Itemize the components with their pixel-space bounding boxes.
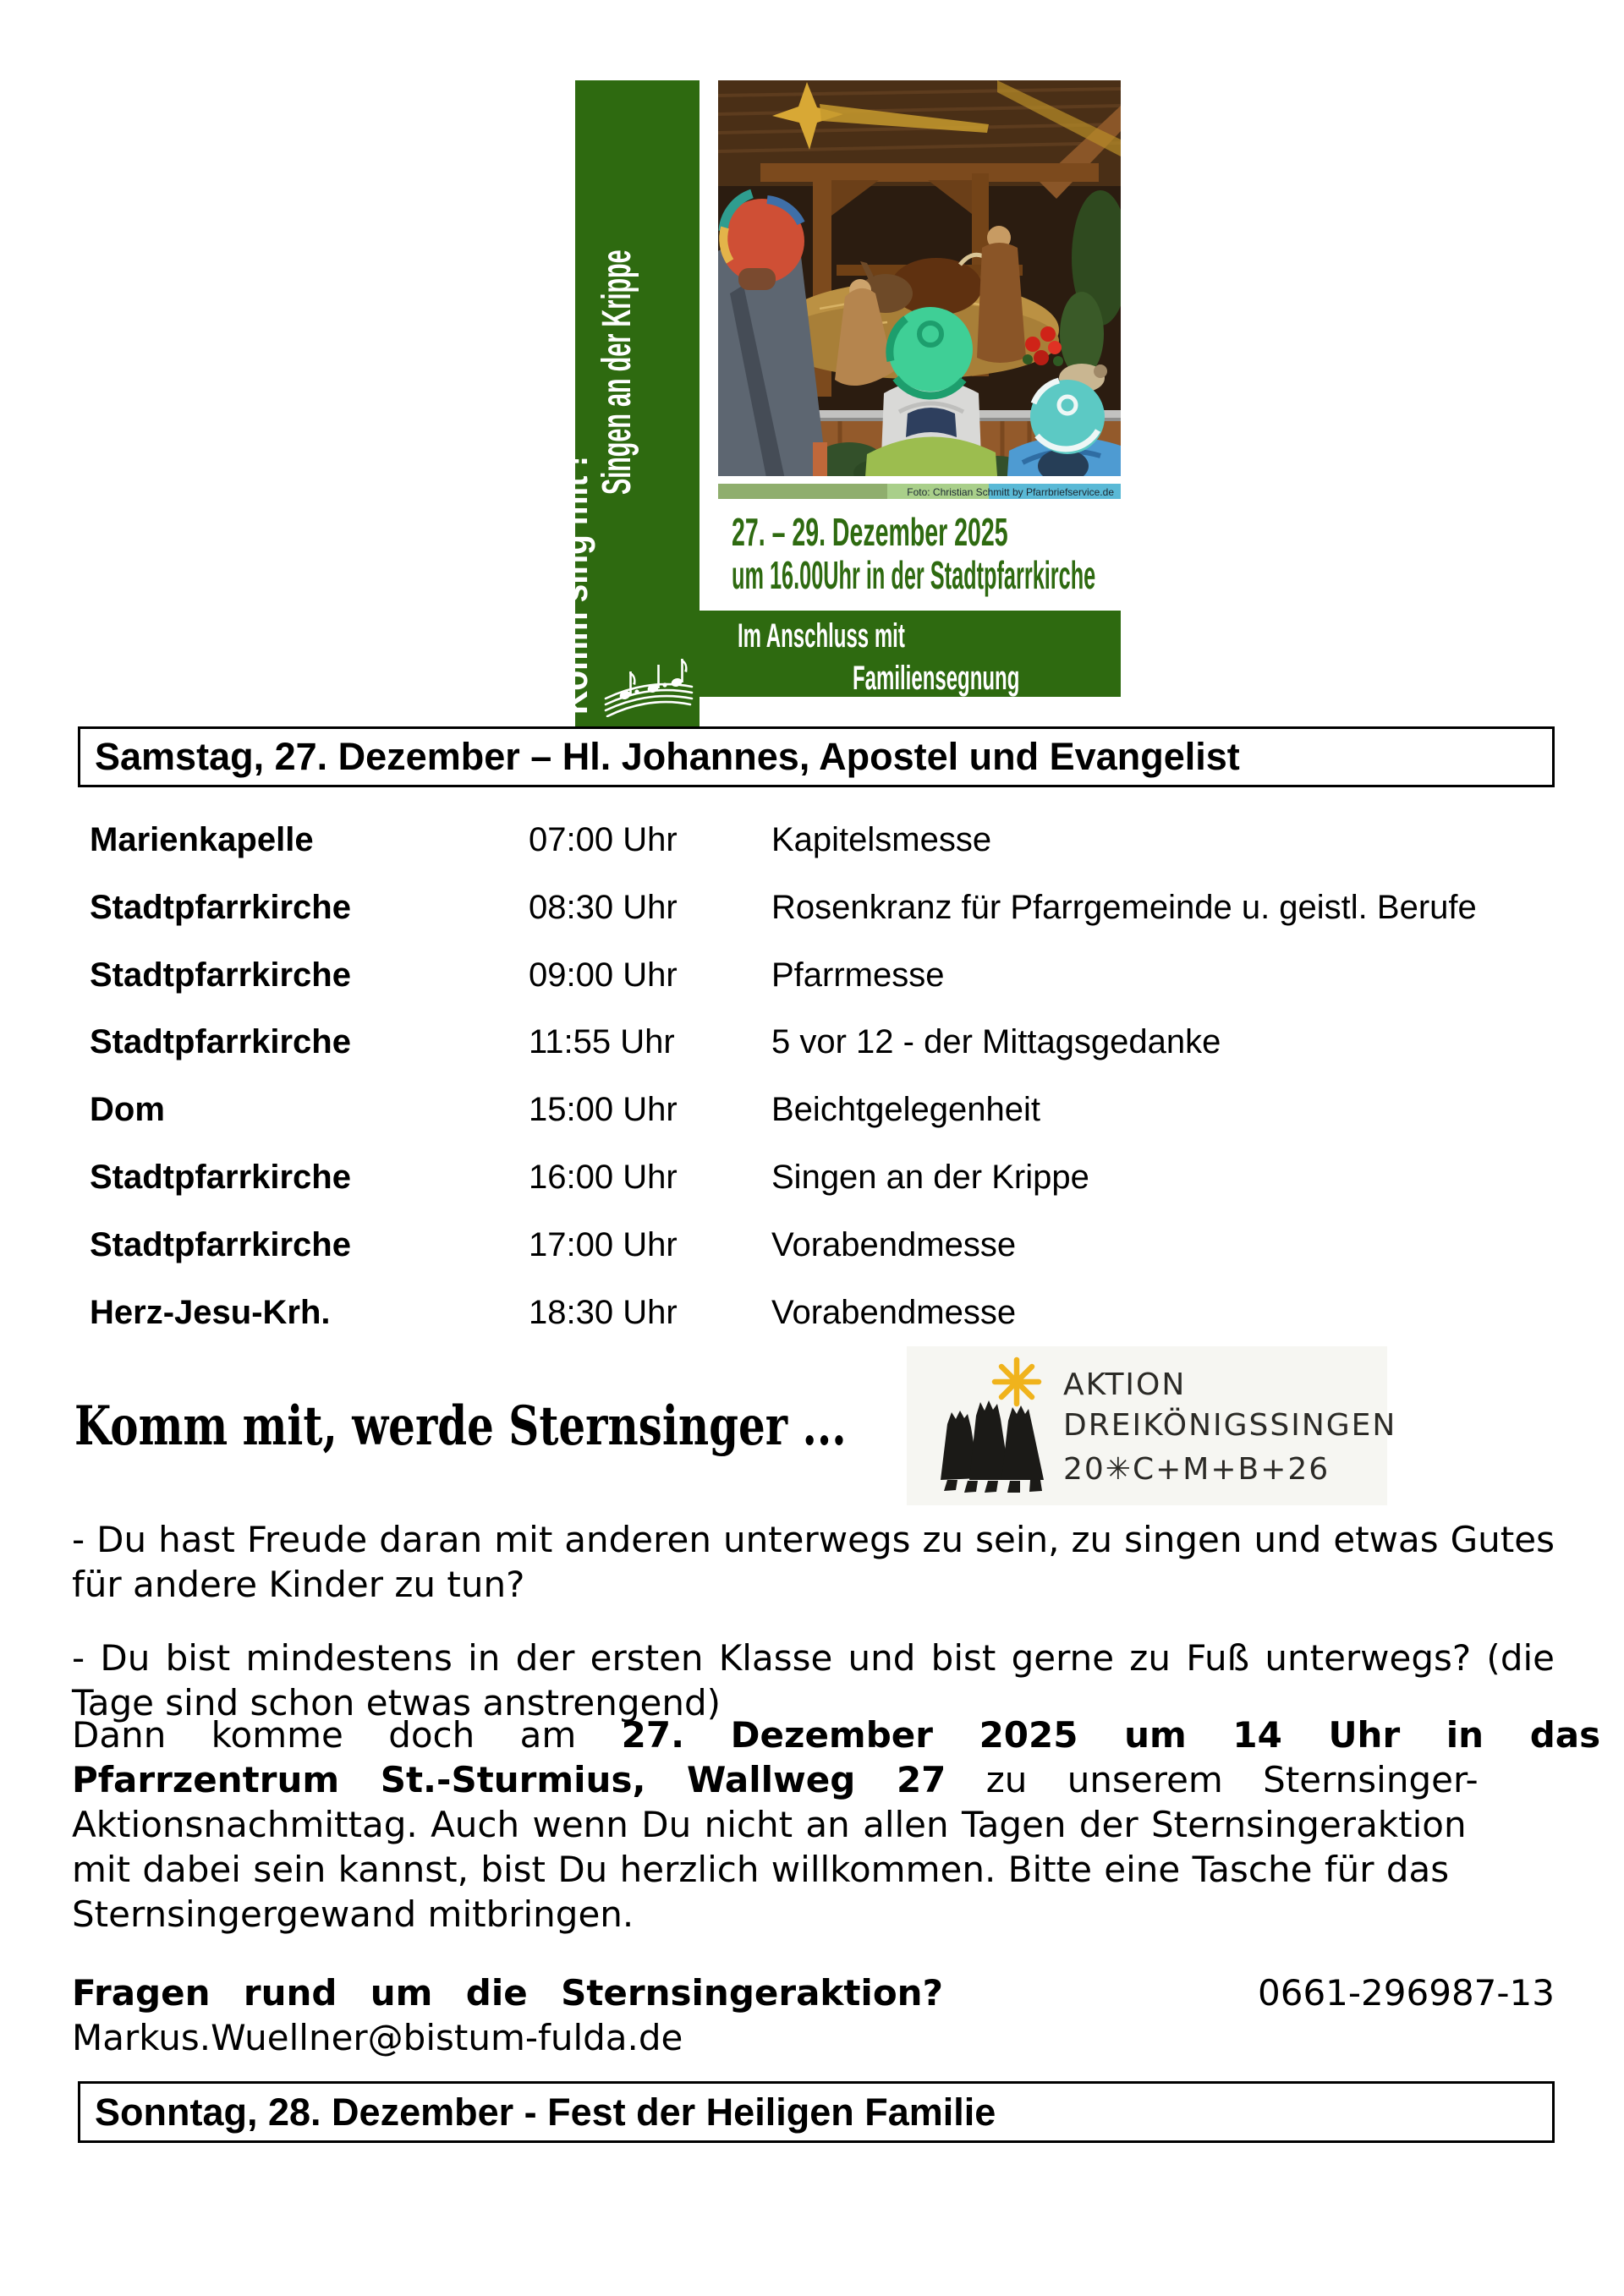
paragraph3-line	[72, 1757, 1555, 1802]
paragraph3-text: zu unserem Sternsinger-	[946, 1759, 1479, 1800]
flyer-date-line1: 27. – 29. Dezember 2025	[732, 510, 1008, 554]
logo-line1: AKTION	[1063, 1367, 1187, 1402]
question-word: rund	[243, 1972, 337, 2014]
schedule-location: Stadtpfarrkirche	[90, 956, 351, 994]
contact-question-line	[72, 1970, 1555, 2015]
table-row	[90, 1157, 1561, 1225]
schedule-time: 09:00 Uhr	[529, 956, 678, 994]
schedule-event: Pfarrmesse	[771, 956, 945, 994]
schedule-location: Marienkapelle	[90, 821, 314, 858]
flyer-date-line2: um 16.00Uhr in der Stadtpfarrkirche	[732, 553, 1096, 597]
schedule-time: 16:00 Uhr	[529, 1158, 678, 1196]
schedule-location: Dom	[90, 1091, 165, 1129]
photo-credit: Foto: Christian Schmitt by Pfarrbriefservice.de	[907, 486, 1114, 498]
nativity-scene-photo	[718, 80, 1121, 499]
table-row	[90, 1225, 1561, 1292]
schedule-time: 18:30 Uhr	[529, 1293, 678, 1331]
sternsinger-heading: Komm mit, werde Sternsinger ...	[74, 1395, 847, 1458]
sternsinger-contact-block	[72, 1970, 1555, 2060]
sunday-section-header	[78, 2081, 1555, 2143]
saturday-header-text: Samstag, 27. Dezember – Hl. Johannes, Apostel und Evangelist	[95, 735, 1240, 778]
table-row	[90, 887, 1561, 955]
schedule-location: Stadtpfarrkirche	[90, 1023, 351, 1061]
paragraph3-line	[72, 1847, 1555, 1892]
question-word: die	[465, 1972, 528, 2014]
paragraph3-bold-text: 27. Dezember 2025 um 14 Uhr in das	[621, 1714, 1601, 1756]
table-row	[90, 1022, 1561, 1089]
schedule-location: Herz-Jesu-Krh.	[90, 1293, 331, 1331]
contact-phone: 0661-296987-13	[1258, 1972, 1555, 2014]
paragraph3-line	[72, 1802, 1555, 1847]
schedule-location: Stadtpfarrkirche	[90, 1225, 351, 1263]
flyer-vertical-text-singen-an-der-krippe: Singen an der Krippe	[595, 249, 639, 495]
paragraph3-bold-text: Pfarrzentrum St.-Sturmius, Wallweg 27	[72, 1759, 946, 1800]
schedule-time: 17:00 Uhr	[529, 1225, 678, 1263]
logo-line2: DREIKÖNIGSSINGEN	[1063, 1408, 1397, 1443]
schedule-time: 11:55 Uhr	[529, 1023, 675, 1061]
question-word: Sternsingeraktion?	[561, 1972, 943, 2014]
schedule-time: 15:00 Uhr	[529, 1091, 678, 1129]
schedule-location: Stadtpfarrkirche	[90, 888, 351, 926]
schedule-event: Beichtgelegenheit	[771, 1091, 1041, 1129]
schedule-event: Singen an der Krippe	[771, 1158, 1089, 1196]
question-word: Fragen	[72, 1972, 211, 2014]
contact-question-words	[72, 1970, 943, 2015]
table-row	[90, 955, 1561, 1022]
sternsinger-paragraph-3	[72, 1712, 1601, 1937]
schedule-time: 08:30 Uhr	[529, 888, 678, 926]
contact-email: Markus.Wuellner@bistum-fulda.de	[72, 2017, 683, 2058]
paragraph3-text: mit dabei sein kannst, bist Du herzlich willkommen. Bitte eine Tasche für das	[72, 1849, 1450, 1890]
table-row	[90, 819, 1561, 887]
logo-line3: 20✳C+M+B+26	[1063, 1452, 1330, 1487]
music-notes-icon	[602, 651, 695, 717]
schedule-event: 5 vor 12 - der Mittagsgedanke	[771, 1023, 1221, 1061]
flyer-after-line2: Familiensegnung	[853, 660, 1020, 697]
flyer-vertical-text-komm-sing-mit: Komm sing mit !	[551, 455, 595, 715]
sternsinger-paragraph-1: - Du hast Freude daran mit anderen unterwegs zu sein, zu singen und etwas Gutes für andere Kinder zu tun?	[72, 1519, 1555, 1605]
paragraph3-text: Dann komme doch am	[72, 1714, 622, 1756]
mass-schedule-table	[90, 819, 1561, 1359]
sternsinger-paragraph-2: - Du bist mindestens in der ersten Klasse und bist gerne zu Fuß unterwegs? (die Tage sind schon etwas anstrengend)	[72, 1637, 1555, 1723]
schedule-event: Kapitelsmesse	[771, 821, 992, 858]
schedule-event: Vorabendmesse	[771, 1293, 1017, 1331]
aktion-dreikoenigssingen-logo	[907, 1346, 1397, 1505]
schedule-event: Rosenkranz für Pfarrgemeinde u. geistl. Berufe	[771, 888, 1477, 926]
paragraph3-line	[72, 1712, 1601, 1757]
schedule-event: Vorabendmesse	[771, 1225, 1017, 1263]
paragraph3-text: Sternsingergewand mitbringen.	[72, 1893, 634, 1935]
saturday-section-header	[78, 726, 1555, 787]
sunday-header-text: Sonntag, 28. Dezember - Fest der Heiligen Familie	[95, 2090, 996, 2134]
table-row	[90, 1089, 1561, 1157]
paragraph3-line	[72, 1892, 1555, 1937]
flyer-after-line1: Im Anschluss mit	[738, 617, 905, 655]
question-word: um	[370, 1972, 433, 2014]
three-kings-icon	[935, 1389, 1056, 1497]
schedule-time: 07:00 Uhr	[529, 821, 678, 858]
paragraph3-text: Aktionsnachmittag. Auch wenn Du nicht an allen Tagen der Sternsingeraktion	[72, 1804, 1467, 1845]
schedule-location: Stadtpfarrkirche	[90, 1158, 351, 1196]
